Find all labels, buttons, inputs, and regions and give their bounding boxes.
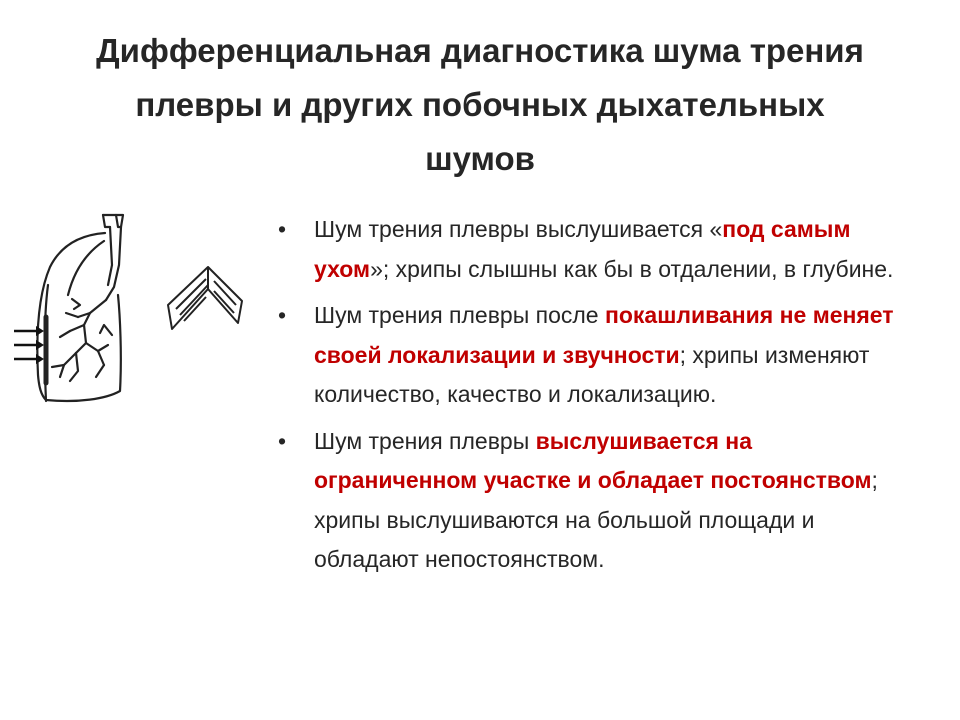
- bullet-dot: •: [278, 427, 287, 454]
- bullet-text: Шум трения плевры выслушивается «: [314, 216, 723, 242]
- bullet-list: [278, 210, 918, 587]
- bullet-item: [278, 210, 918, 289]
- pleura-illustration: [8, 205, 248, 420]
- bullet-text: Шум трения плевры: [314, 427, 536, 454]
- bullet-dot: •: [278, 302, 287, 328]
- bullet-highlight-text: выслушивается на ограниченном участке и обладает постоянством: [314, 427, 872, 493]
- bullet-text: Шум трения плевры после: [314, 302, 605, 328]
- arrows-icon: [14, 326, 44, 364]
- slide-title: Дифференциальная диагностика шума трения плевры и других побочных дыхательных шумов: [96, 32, 864, 177]
- bullet-dot: •: [278, 216, 287, 242]
- bullet-text: ; хрипы изменяют количество, качество и локализацию.: [314, 341, 870, 407]
- bullet-text: ; хрипы выслушиваются на большой площади и обладают непостоянством.: [314, 467, 878, 572]
- bullet-item: [278, 296, 918, 415]
- bullet-highlight-text: под самым ухом: [314, 216, 851, 282]
- bullet-item: [278, 422, 918, 580]
- lung-sketch-icon: [37, 215, 123, 401]
- bullet-highlight-text: покашливания не меняет своей локализации и звучности: [314, 302, 894, 368]
- folded-sheet-icon: [168, 267, 242, 329]
- bullet-text: »; хрипы слышны как бы в отдалении, в глубине.: [370, 255, 894, 282]
